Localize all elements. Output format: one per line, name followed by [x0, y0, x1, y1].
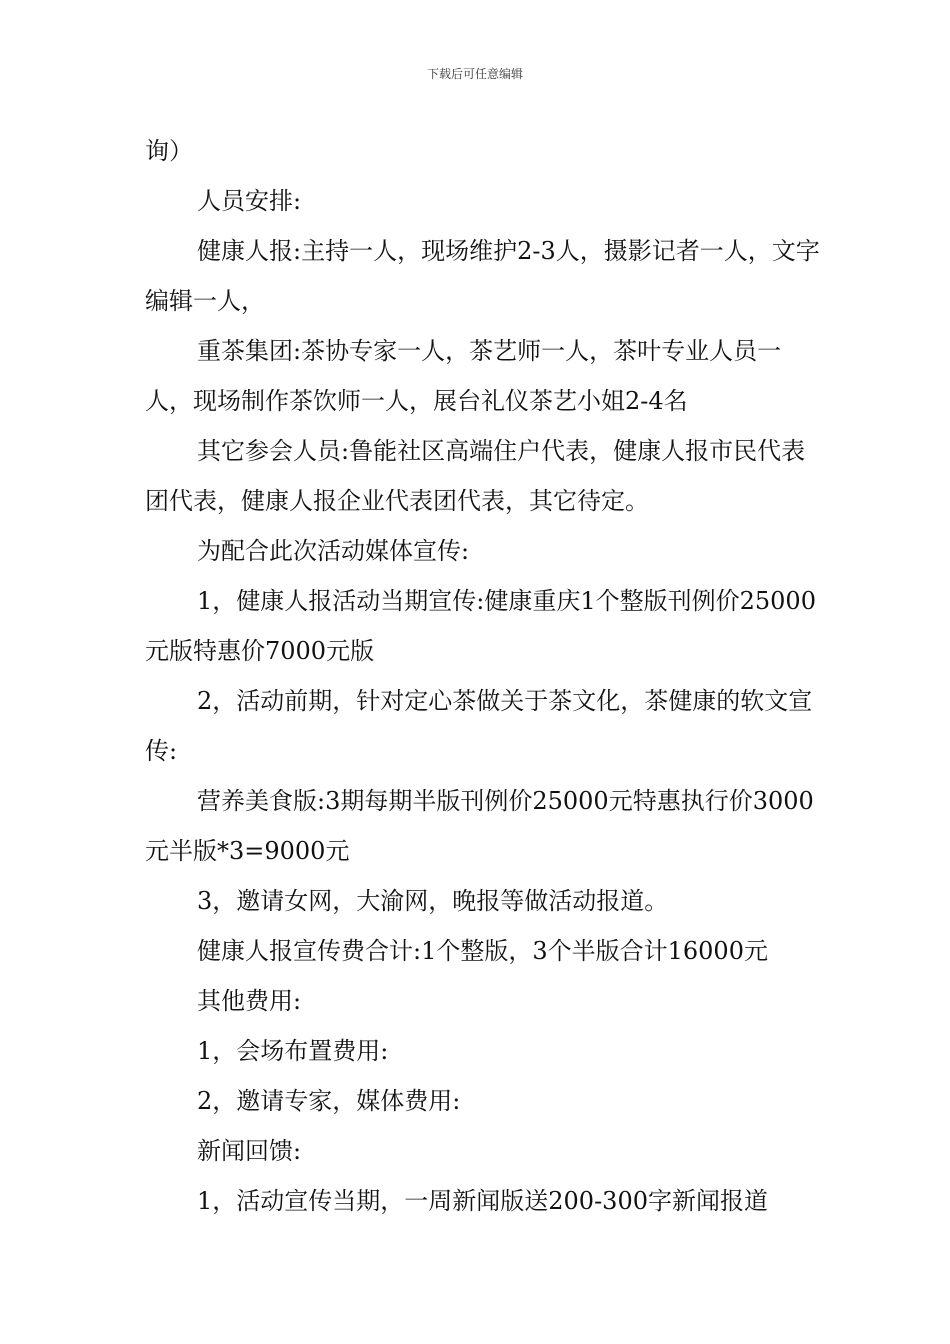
paragraph-1: 询） — [145, 137, 193, 165]
paragraph-8: 2，活动前期，针对定心茶做关于茶文化，茶健康的软文宣传: — [145, 687, 813, 765]
page-header: 下载后可任意编辑 — [426, 67, 523, 81]
paragraph-11: 健康人报宣传费合计:1个整版，3个半版合计16000元 — [197, 937, 768, 965]
paragraph-14: 2，邀请专家，媒体费用: — [197, 1087, 461, 1115]
paragraph-3: 健康人报:主持一人，现场维护2-3人，摄影记者一人，文字编辑一人， — [145, 237, 820, 315]
paragraph-4: 重茶集团:茶协专家一人，茶艺师一人，茶叶专业人员一人，现场制作茶饮师一人，展台礼仪茶艺小姐2-4名 — [145, 337, 782, 415]
paragraph-7: 1，健康人报活动当期宣传:健康重庆1个整版刊例价25000元版特惠价7000元版 — [145, 587, 816, 665]
document-body — [145, 126, 825, 1226]
paragraph-9: 营养美食版:3期每期半版刊例价25000元特惠执行价3000元半版*3=9000元 — [145, 787, 814, 865]
paragraph-15: 新闻回馈: — [197, 1137, 302, 1165]
paragraph-16: 1，活动宣传当期，一周新闻版送200-300字新闻报道 — [197, 1187, 768, 1215]
paragraph-2: 人员安排: — [197, 187, 302, 215]
paragraph-10: 3，邀请女网，大渝网，晚报等做活动报道。 — [197, 887, 669, 915]
paragraph-5: 其它参会人员:鲁能社区高端住户代表，健康人报市民代表团代表，健康人报企业代表团代表，其它待定。 — [145, 437, 806, 515]
paragraph-12: 其他费用: — [197, 987, 302, 1015]
paragraph-6: 为配合此次活动媒体宣传: — [197, 537, 470, 565]
paragraph-13: 1，会场布置费用: — [197, 1037, 389, 1065]
